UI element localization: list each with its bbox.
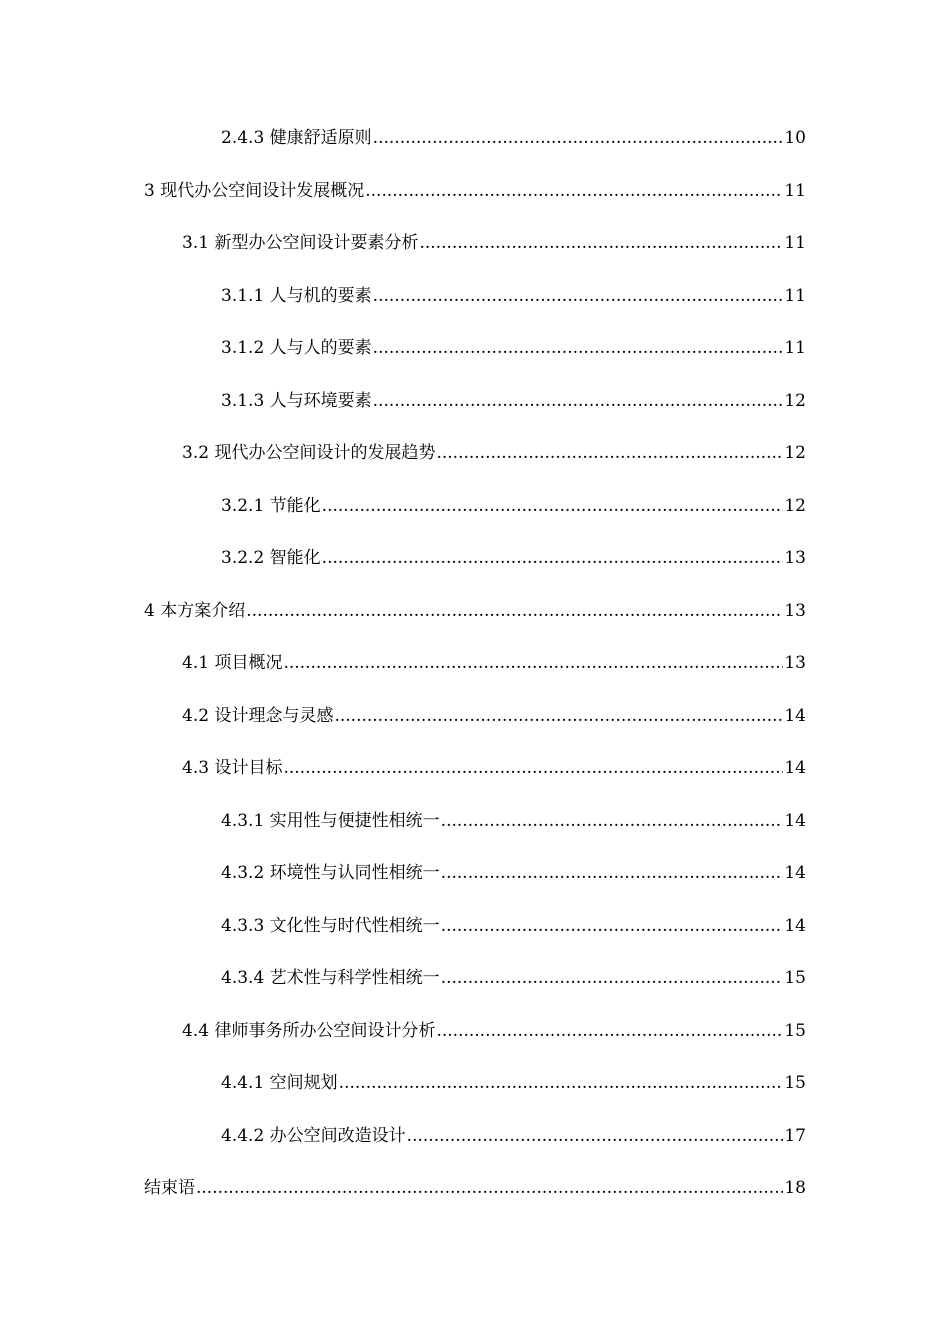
toc-entry-page: 14 xyxy=(784,916,806,936)
toc-entry-page: 11 xyxy=(784,286,806,306)
toc-entry-title: 3 现代办公空间设计发展概况 xyxy=(144,181,365,201)
toc-entry[interactable] xyxy=(182,441,806,465)
toc-entry[interactable] xyxy=(221,494,806,518)
toc-entry[interactable] xyxy=(221,284,806,308)
toc-entry-page: 17 xyxy=(784,1126,806,1146)
toc-entry[interactable] xyxy=(221,1124,806,1148)
toc-entry[interactable] xyxy=(182,651,806,675)
toc-entry[interactable] xyxy=(182,1019,806,1043)
toc-entry-title: 3.1.2 人与人的要素 xyxy=(221,338,372,358)
toc-entry[interactable] xyxy=(221,809,806,833)
toc-dot-leader xyxy=(436,441,783,465)
toc-entry-title: 4.2 设计理念与灵感 xyxy=(182,706,334,726)
toc-entry-title: 4.1 项目概况 xyxy=(182,653,283,673)
toc-entry-page: 12 xyxy=(784,443,806,463)
toc-entry-page: 14 xyxy=(784,758,806,778)
toc-entry[interactable] xyxy=(144,599,806,623)
toc-dot-leader xyxy=(373,336,784,360)
toc-entry-page: 14 xyxy=(784,706,806,726)
toc-entry-page: 13 xyxy=(784,601,806,621)
toc-entry-title: 3.2.1 节能化 xyxy=(221,496,321,516)
toc-dot-leader xyxy=(196,1176,783,1200)
toc-entry[interactable] xyxy=(221,966,806,990)
toc-entry[interactable] xyxy=(221,861,806,885)
toc-entry-title: 4.4.2 办公空间改造设计 xyxy=(221,1126,406,1146)
toc-dot-leader xyxy=(407,1124,784,1148)
toc-entry-title: 4.3 设计目标 xyxy=(182,758,283,778)
toc-entry-title: 3.1.3 人与环境要素 xyxy=(221,391,372,411)
toc-dot-leader xyxy=(441,861,784,885)
toc-dot-leader xyxy=(322,546,784,570)
toc-dot-leader xyxy=(334,704,783,728)
toc-entry-page: 15 xyxy=(784,1073,806,1093)
toc-entry-page: 13 xyxy=(784,653,806,673)
toc-entry-title: 4 本方案介绍 xyxy=(144,601,246,621)
toc-entry-page: 18 xyxy=(784,1178,806,1198)
toc-entry-title: 3.2.2 智能化 xyxy=(221,548,321,568)
toc-entry-title: 结束语 xyxy=(144,1178,195,1198)
toc-entry[interactable] xyxy=(182,756,806,780)
toc-entry-page: 15 xyxy=(784,968,806,988)
toc-dot-leader xyxy=(365,179,783,203)
toc-entry[interactable] xyxy=(221,914,806,938)
toc-dot-leader xyxy=(419,231,783,255)
toc-entry-page: 12 xyxy=(784,496,806,516)
toc-dot-leader xyxy=(373,126,784,150)
toc-dot-leader xyxy=(283,651,783,675)
toc-entry-title: 3.1 新型办公空间设计要素分析 xyxy=(182,233,419,253)
toc-dot-leader xyxy=(441,809,784,833)
toc-entry-page: 12 xyxy=(784,391,806,411)
toc-entry[interactable] xyxy=(221,126,806,150)
toc-entry[interactable] xyxy=(221,389,806,413)
toc-entry[interactable] xyxy=(221,546,806,570)
toc-entry-page: 15 xyxy=(784,1021,806,1041)
toc-entry-title: 4.3.2 环境性与认同性相统一 xyxy=(221,863,440,883)
toc-entry-title: 4.3.4 艺术性与科学性相统一 xyxy=(221,968,440,988)
toc-dot-leader xyxy=(441,914,784,938)
toc-dot-leader xyxy=(436,1019,783,1043)
toc-entry-page: 10 xyxy=(784,128,806,148)
toc-entry-title: 3.1.1 人与机的要素 xyxy=(221,286,372,306)
toc-dot-leader xyxy=(283,756,783,780)
toc-entry-page: 14 xyxy=(784,863,806,883)
toc-entry-page: 14 xyxy=(784,811,806,831)
toc-entry-title: 2.4.3 健康舒适原则 xyxy=(221,128,372,148)
toc-entry-page: 11 xyxy=(784,338,806,358)
toc-dot-leader xyxy=(322,494,784,518)
toc-entry[interactable] xyxy=(144,1176,806,1200)
toc-entry[interactable] xyxy=(221,1071,806,1095)
toc-dot-leader xyxy=(441,966,784,990)
toc-entry[interactable] xyxy=(221,336,806,360)
toc-entry-page: 11 xyxy=(784,181,806,201)
toc-entry-title: 4.3.1 实用性与便捷性相统一 xyxy=(221,811,440,831)
toc-entry-title: 3.2 现代办公空间设计的发展趋势 xyxy=(182,443,436,463)
toc-entry-page: 13 xyxy=(784,548,806,568)
toc-dot-leader xyxy=(246,599,783,623)
toc-entry-title: 4.3.3 文化性与时代性相统一 xyxy=(221,916,440,936)
toc-entry[interactable] xyxy=(144,179,806,203)
toc-dot-leader xyxy=(373,389,784,413)
toc-entry-title: 4.4 律师事务所办公空间设计分析 xyxy=(182,1021,436,1041)
toc-entry[interactable] xyxy=(182,704,806,728)
toc-dot-leader xyxy=(339,1071,784,1095)
toc-entry[interactable] xyxy=(182,231,806,255)
toc-entry-page: 11 xyxy=(784,233,806,253)
toc-dot-leader xyxy=(373,284,784,308)
toc-entry-title: 4.4.1 空间规划 xyxy=(221,1073,338,1093)
